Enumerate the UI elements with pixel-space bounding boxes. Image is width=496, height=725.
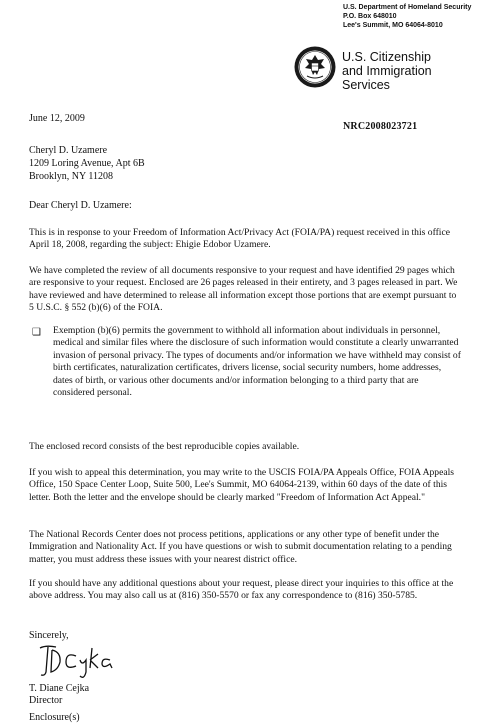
signer-name: T. Diane Cejka <box>29 683 90 694</box>
paragraph-records: The enclosed record consists of the best reproducible copies available. <box>29 441 300 452</box>
paragraph-contact: If you should have any additional questions about your request, please direct your inquiries to this office at the above address. You may also call us at (816) 350-5570 or fax any correspondence to (816) 350-5785. <box>29 578 454 602</box>
signer-block <box>29 683 89 707</box>
paragraph-review: We have completed the review of all documents responsive to your request and have identified 29 pages which are responsive to your request. Enclosed are 26 pages released in their entirety, and 3 pages released in part. We have reviewed and have determined to release all information except those portions that are exempt pursuant to 5 U.S.C. § 552 (b)(6) of the FOIA. <box>29 265 458 314</box>
agency-name-line: and Immigration <box>342 64 432 78</box>
checkbox-bullet-icon: ❑ <box>32 327 41 338</box>
dhs-address-line: Lee's Summit, MO 64064-8010 <box>343 22 443 29</box>
enclosure-note: Enclosure(s) <box>29 712 80 723</box>
recipient-name: Cheryl D. Uzamere <box>29 145 108 156</box>
reference-number: NRC2008023721 <box>343 121 418 132</box>
dhs-address-block <box>343 3 471 30</box>
salutation: Dear Cheryl D. Uzamere: <box>29 200 132 211</box>
paragraph-nrc: The National Records Center does not process petitions, applications or any other type of benefit under the Immigration and Nationality Act. If you have questions or wish to submit documentation relating to a pending matter, you must address these issues with your nearest district office. <box>29 529 452 565</box>
dhs-address-line: U.S. Department of Homeland Security <box>343 4 472 11</box>
dhs-seal-icon <box>294 46 336 88</box>
recipient-city: Brooklyn, NY 11208 <box>29 171 113 182</box>
paragraph-exemption: Exemption (b)(6) permits the government to withhold all information about individuals in personnel, medical and similar files where the disclosure of such information would constitute a clearly unwarranted invasion of personal privacy. The types of documents and/or information we have withheld may consist of birth certificates, naturalization certificates, drivers license, social security numbers, home addresses, dates of birth, or various other documents and/or information belonging to a third party that are considered personal. <box>53 325 461 399</box>
paragraph-appeal: If you wish to appeal this determination, you may write to the USCIS FOIA/PA Appeals Office, FOIA Appeals Office, 150 Space Center Loop, Suite 500, Lee's Summit, MO 64064-2139, within 60 days of the date of this letter. Both the letter and the envelope should be clearly marked "Freedom of Information Act Appeal." <box>29 467 455 503</box>
signature-image <box>36 642 132 682</box>
recipient-address <box>29 144 145 183</box>
recipient-street: 1209 Loring Avenue, Apt 6B <box>29 158 145 169</box>
signer-title: Director <box>29 695 63 706</box>
closing: Sincerely, <box>29 630 69 641</box>
agency-name <box>342 50 432 92</box>
letter-date: June 12, 2009 <box>29 113 85 124</box>
dhs-address-line: P.O. Box 648010 <box>343 13 397 20</box>
agency-name-line: U.S. Citizenship <box>342 50 431 64</box>
paragraph-request: This is in response to your Freedom of Information Act/Privacy Act (FOIA/PA) request received in this office April 18, 2008, regarding the subject: Ehigie Edobor Uzamere. <box>29 227 450 251</box>
agency-name-line: Services <box>342 78 390 92</box>
